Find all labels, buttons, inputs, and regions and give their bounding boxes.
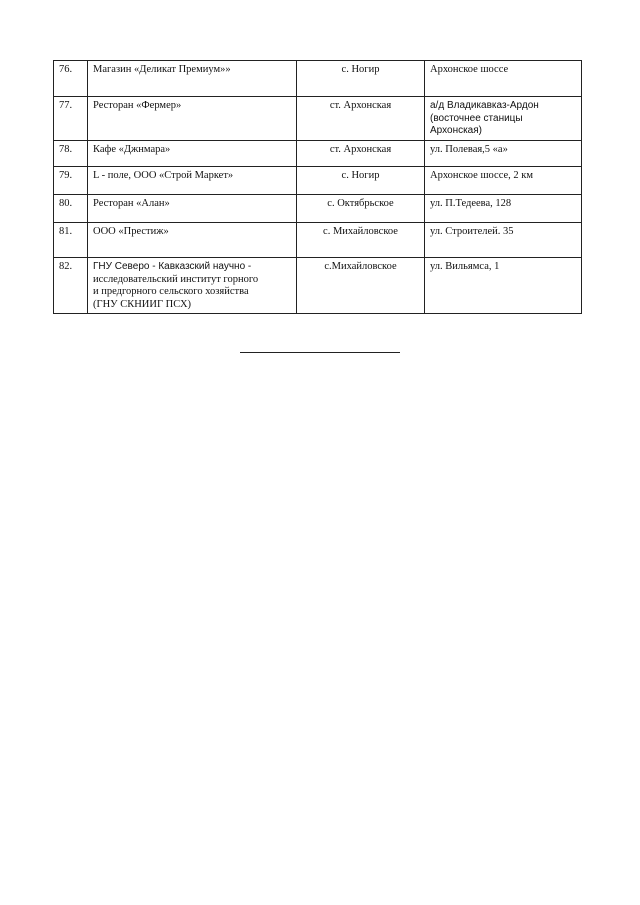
address-line: ул. П.Тедеева, 128 — [430, 198, 512, 209]
address — [425, 61, 582, 97]
row-number: 79. — [54, 167, 88, 195]
locality: с.Михайловское — [297, 258, 425, 314]
address-line: (восточнее станицы — [430, 112, 523, 124]
table-row — [54, 258, 582, 314]
row-number: 77. — [54, 97, 88, 141]
organization-name-line: Магазин «Деликат Премиум»» — [93, 64, 231, 75]
organization-name-line: ООО «Престиж» — [93, 226, 169, 237]
row-number: 81. — [54, 223, 88, 258]
organization-name — [88, 167, 297, 195]
locality: с. Ногир — [297, 61, 425, 97]
organization-name — [88, 223, 297, 258]
table-row — [54, 223, 582, 258]
address — [425, 195, 582, 223]
address-line: Архонское шоссе — [430, 64, 509, 75]
address-line: ул. Полевая,5 «а» — [430, 144, 508, 155]
locality: ст. Архонская — [297, 141, 425, 167]
table-row — [54, 167, 582, 195]
organization-name — [88, 97, 297, 141]
organization-name — [88, 258, 297, 314]
organization-name — [88, 61, 297, 97]
address-line: ул. Строителей. 35 — [430, 226, 514, 237]
locality: с. Ногир — [297, 167, 425, 195]
row-number: 76. — [54, 61, 88, 97]
locality: с. Октябрьское — [297, 195, 425, 223]
table-row — [54, 61, 582, 97]
organization-name-line: Ресторан «Фермер» — [93, 100, 182, 111]
table-row — [54, 195, 582, 223]
organization-name-line: Кафе «Джнмара» — [93, 144, 171, 155]
locality: с. Михайловское — [297, 223, 425, 258]
row-number: 82. — [54, 258, 88, 314]
organization-name-line: (ГНУ СКНИИГ ПСХ) — [93, 298, 192, 310]
organization-name — [88, 195, 297, 223]
organization-name-line: исследовательский институт горного — [93, 273, 259, 285]
address — [425, 141, 582, 167]
organization-name-line: L - поле, ООО «Строй Маркет» — [93, 170, 234, 181]
row-number: 80. — [54, 195, 88, 223]
address-line: ул. Вильямса, 1 — [430, 261, 500, 272]
end-of-list-rule — [240, 352, 400, 353]
address — [425, 167, 582, 195]
address — [425, 258, 582, 314]
address-line: Архонская) — [430, 125, 482, 136]
row-number: 78. — [54, 141, 88, 167]
organization-name-line: и предгорного сельского хозяйства — [93, 286, 249, 297]
address — [425, 223, 582, 258]
organization-name-line: Ресторан «Алан» — [93, 198, 170, 209]
organization-name-line: ГНУ Северо - Кавказский научно - — [93, 261, 252, 272]
registry-table — [53, 60, 582, 314]
address-line: а/д Владикавказ-Ардон — [430, 100, 539, 111]
address — [425, 97, 582, 141]
table-row — [54, 141, 582, 167]
table-row — [54, 97, 582, 141]
address-line: Архонское шоссе, 2 км — [430, 170, 534, 181]
locality: ст. Архонская — [297, 97, 425, 141]
organization-name — [88, 141, 297, 167]
